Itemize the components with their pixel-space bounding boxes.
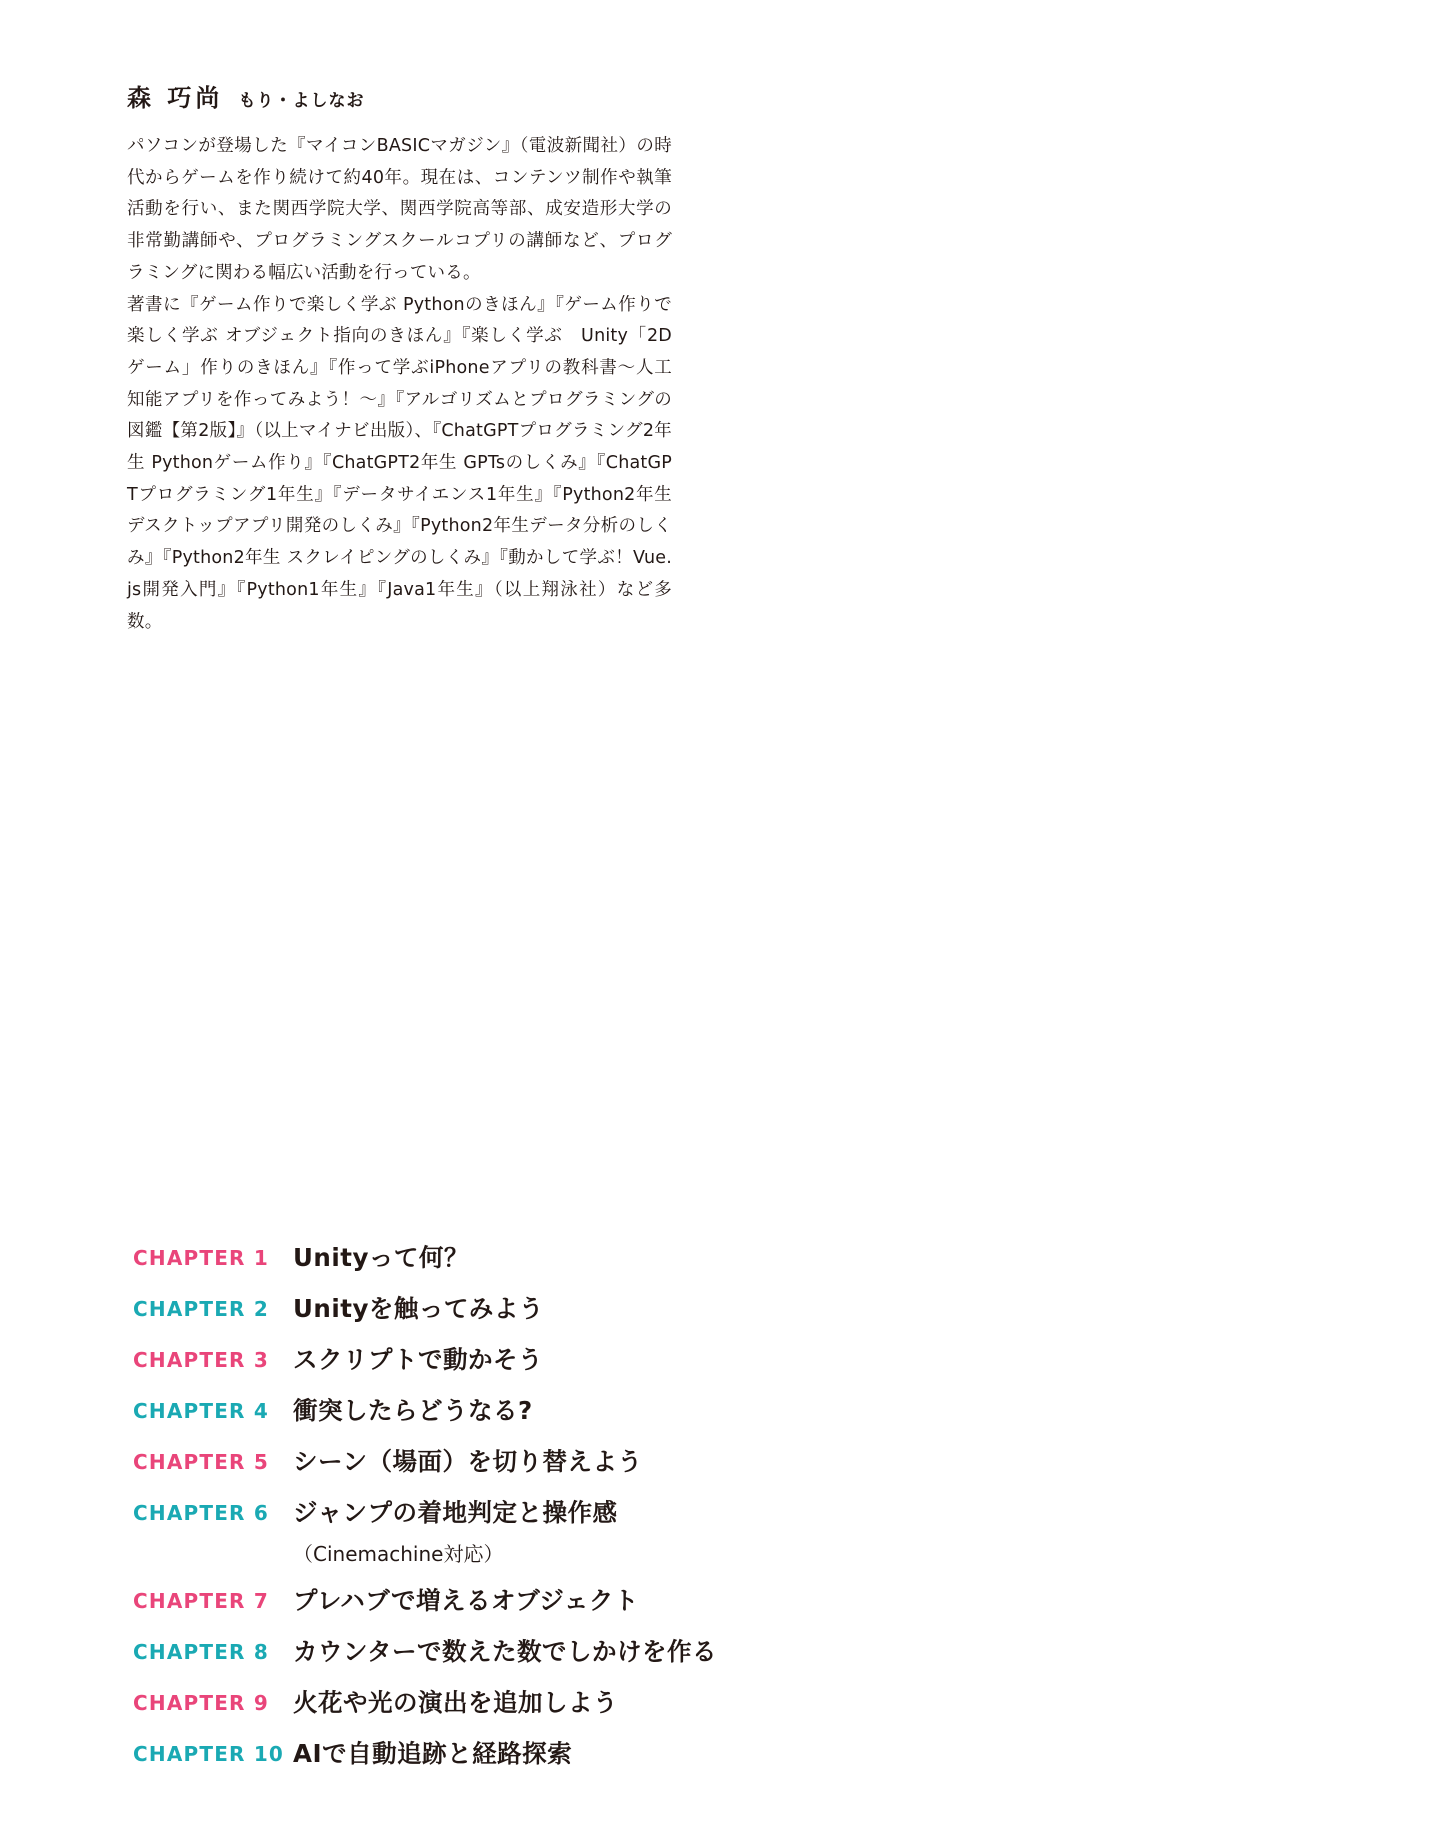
- chapter-title: Unityって何？: [293, 1243, 469, 1272]
- chapter-item-7: [133, 1577, 753, 1628]
- author-works: 著書に『ゲーム作りで楽しく学ぶ Pythonのきほん』『ゲーム作りで楽しく学ぶ オブジェクト指向のきほん』『楽しく学ぶ Unity「2Dゲーム」作りのきほん』『作って学ぶiPhoneアプリの教科書〜人工知能アプリを作ってみよう！〜』『アルゴリズムとプログラミングの図鑑【第2版】』（以上マイナビ出版）、『ChatGPTプログラミング2年生 Pythonゲーム作り』『ChatGPT2年生 GPTsのしくみ』『ChatGPTプログラミング1年生』『データサイエンス1年生』『Python2年生 デスクトップアプリ開発のしくみ』『Python2年生データ分析のしくみ』『Python2年生 スクレイピングのしくみ』『動かして学ぶ！Vue.js開発入門』『Python1年生』『Java1年生』（以上翔泳社）など多数。: [127, 294, 672, 632]
- chapter-number: CHAPTER 5: [133, 1450, 269, 1474]
- chapter-title: Unityを触ってみよう: [293, 1294, 544, 1323]
- chapter-item-2: [133, 1285, 753, 1336]
- chapter-item-8: [133, 1628, 753, 1679]
- chapter-item-10: [133, 1730, 753, 1781]
- chapter-title: カウンターで数えた数でしかけを作る: [293, 1637, 718, 1666]
- chapter-title: プレハブで増えるオブジェクト: [293, 1586, 639, 1615]
- chapter-subtitle: （Cinemachine対応）: [293, 1542, 504, 1566]
- chapter-number: CHAPTER 3: [133, 1348, 269, 1372]
- chapter-number: CHAPTER 1: [133, 1246, 269, 1270]
- chapter-number: CHAPTER 7: [133, 1589, 269, 1613]
- author-heading: [127, 78, 672, 121]
- chapter-number: CHAPTER 2: [133, 1297, 269, 1321]
- chapter-number: CHAPTER 6: [133, 1501, 269, 1525]
- chapter-item-6: [133, 1489, 753, 1577]
- chapter-title: AIで自動追跡と経路探索: [293, 1739, 573, 1768]
- chapter-number: CHAPTER 8: [133, 1640, 269, 1664]
- chapter-title: 衝突したらどうなる?: [293, 1396, 533, 1425]
- chapter-list: [133, 1234, 753, 1781]
- author-profile: [127, 78, 672, 638]
- chapter-title: ジャンプの着地判定と操作感: [293, 1498, 618, 1527]
- chapter-number: CHAPTER 10: [133, 1742, 285, 1766]
- chapter-title: スクリプトで動かそう: [293, 1345, 543, 1374]
- chapter-item-5: [133, 1438, 753, 1489]
- author-bio: パソコンが登場した『マイコンBASICマガジン』（電波新聞社）の時代からゲームを作り続けて約40年。現在は、コンテンツ制作や執筆活動を行い、また関西学院大学、関西学院高等部、成安造形大学の非常勤講師や、プログラミングスクールコプリの講師など、プログラミングに関わる幅広い活動を行っている。: [127, 136, 672, 283]
- chapter-number: CHAPTER 9: [133, 1691, 269, 1715]
- chapter-title: シーン（場面）を切り替えよう: [293, 1447, 643, 1476]
- chapter-item-9: [133, 1679, 753, 1730]
- chapter-item-3: [133, 1336, 753, 1387]
- chapter-title: 火花や光の演出を追加しよう: [293, 1688, 618, 1717]
- author-name: 森 巧尚: [127, 84, 224, 112]
- chapter-number: CHAPTER 4: [133, 1399, 269, 1423]
- chapter-item-1: [133, 1234, 753, 1285]
- chapter-item-4: [133, 1387, 753, 1438]
- author-name-reading: もり・よしなお: [238, 91, 365, 111]
